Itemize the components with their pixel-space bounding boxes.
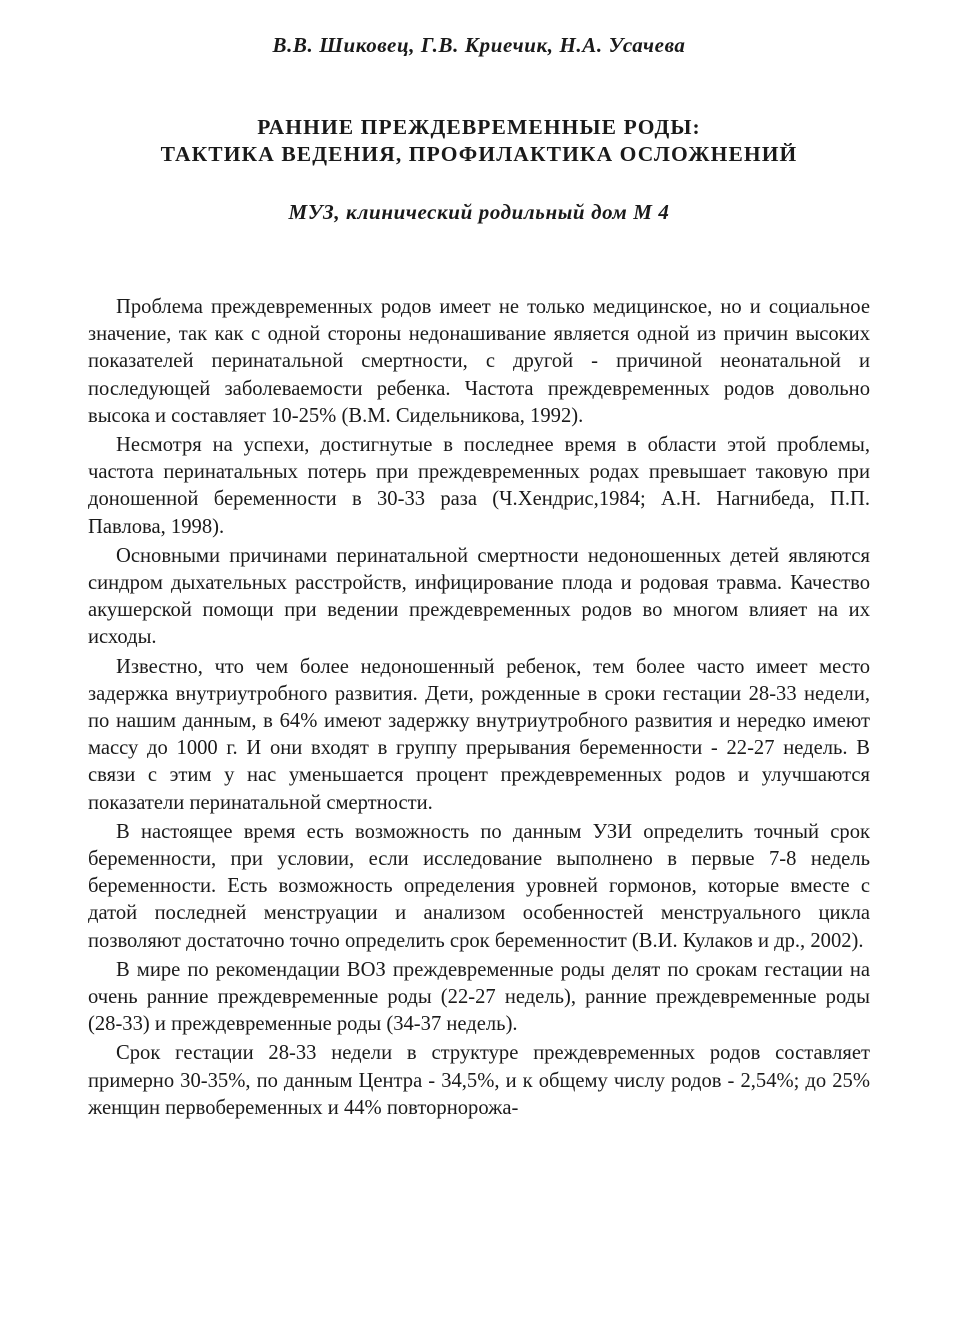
paragraph: В мире по рекомендации ВОЗ преждевременные роды делят по срокам гестации на очень ранние преждевременные роды (22-27 недель), ранние преждевременные роды (28-33) и преждевременные роды (34-37 недель). [88, 958, 870, 1036]
article-title [88, 114, 870, 168]
affiliation-line: МУЗ, клинический родильный дом М 4 [288, 200, 670, 224]
article-body [88, 294, 870, 1122]
paragraph: Проблема преждевременных родов имеет не только медицинское, но и социальное значение, так как с одной стороны недонашивание является одной из причин высоких показателей перинатальной смертности, с другой - причиной неонатальной и последующей заболеваемости ребенка. Частота преждевременных родов довольно высока и составляет 10-25% (В.М. Сидельникова, 1992). [88, 296, 870, 427]
paragraph: В настоящее время есть возможность по данным УЗИ определить точный срок беременности, при условии, если исследование выполнено в первые 7-8 недель беременности. Есть возможность определения уровней гормонов, которые вместе с датой последней менструации и анализом особенностей менструального цикла позволяют достаточно точно определить срок беременностит (В.И. Кулаков и др., 2002). [88, 820, 870, 952]
paragraph: Основными причинами перинатальной смертности недоношенных детей являются синдром дыхательных расстройств, инфицирование плода и родовая травма. Качество акушерской помощи при ведении преждевременных родов во многом влияет на их исходы. [88, 544, 870, 649]
title-line-2: ТАКТИКА ВЕДЕНИЯ, ПРОФИЛАКТИКА ОСЛОЖНЕНИЙ [160, 142, 798, 166]
paragraph: Известно, что чем более недоношенный ребенок, тем более часто имеет место задержка внутриутробного развития. Дети, рожденные в сроки гестации 28-33 недели, по нашим данным, в 64% имеют задержку внутриутробного развития и нередко имеют массу до 1000 г. И они входят в группу прерывания беременности - 22-27 недель. В связи с этим у нас уменьшается процент преждевременных родов и улучшаются показатели перинатальной смертности. [88, 655, 870, 814]
title-line-1: РАННИЕ ПРЕЖДЕВРЕМЕННЫЕ РОДЫ: [257, 115, 701, 139]
paragraph: Срок гестации 28-33 недели в структуре преждевременных родов составляет примерно 30-35%, по данным Центра - 34,5%, и к общему числу родов - 2,54%; до 25% женщин первобеременных и 44% повторнорожа- [88, 1042, 870, 1119]
authors-line: В.В. Шиковец, Г.В. Криечик, Н.А. Усачева [272, 33, 686, 57]
paragraph: Несмотря на успехи, достигнутые в последнее время в области этой проблемы, частота перинатальных потерь при преждевременных родах превышает таковую при доношенной беременности в 30-33 раза (Ч.Хендрис,1984; А.Н. Нагнибеда, П.П. Павлова, 1998). [88, 434, 870, 538]
document-page [88, 30, 870, 1122]
